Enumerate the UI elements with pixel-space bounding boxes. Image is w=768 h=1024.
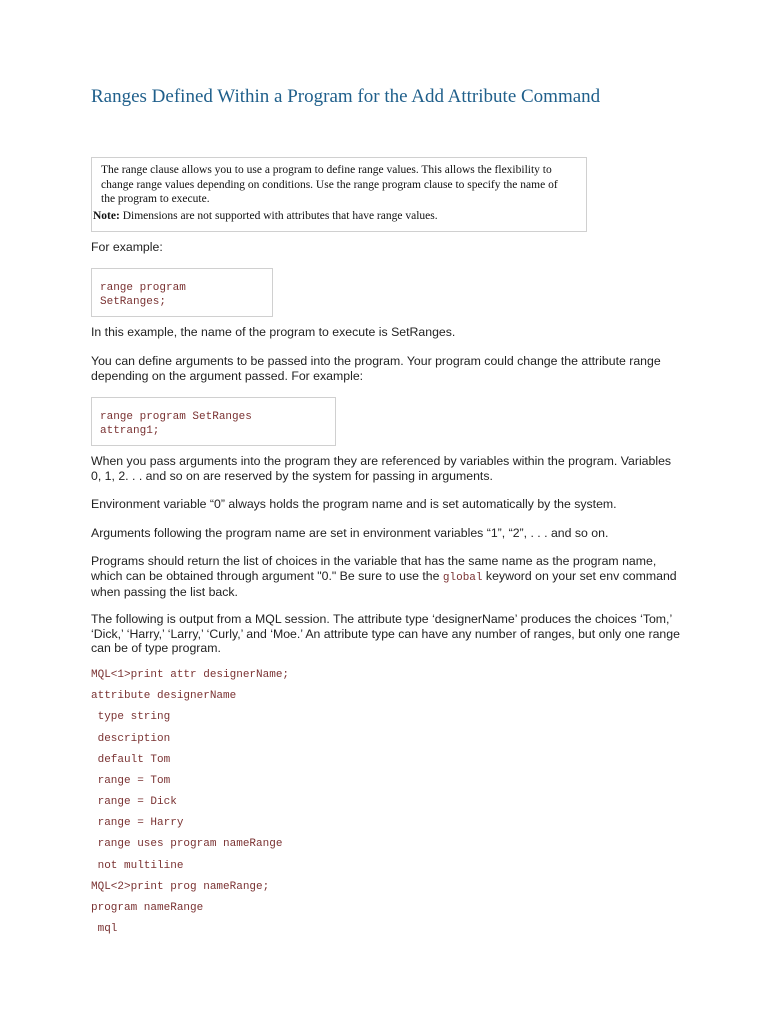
code-block-1-text: range program SetRanges; <box>100 282 186 308</box>
session-line: type string <box>91 711 171 723</box>
note-text: Dimensions are not supported with attributes that have range values. <box>119 210 438 222</box>
session-line: range = Dick <box>91 796 177 808</box>
para-output: The following is output from a MQL session. The attribute type ‘designerName’ produces the choices ‘Tom,’ ‘Dick,’ ‘Harry,’ ‘Larry,’ ‘Curly,’ and ‘Moe.’ An attribute type can have any number of ranges, but only one range can be of type program. <box>91 612 680 655</box>
session-line: attribute designerName <box>91 690 237 702</box>
session-line: MQL<1>print attr designerName; <box>91 669 290 681</box>
code-block-2 <box>91 397 336 446</box>
code-block-1 <box>91 268 273 317</box>
note-line <box>93 209 583 224</box>
note-box <box>91 157 587 232</box>
para-args-following: Arguments following the program name are set in environment variables “1”, “2”, . . . and so on. <box>91 526 609 540</box>
session-line: not multiline <box>91 860 184 872</box>
para-programs-return-text-1: Programs should return the list of choices in the variable that has the same name as the program name, which can be obtained through argument "0." Be sure to use the <box>91 554 657 583</box>
session-line: program nameRange <box>91 902 204 914</box>
session-line: MQL<2>print prog nameRange; <box>91 881 270 893</box>
session-line: range = Harry <box>91 817 184 829</box>
session-line: default Tom <box>91 754 171 766</box>
session-line: description <box>91 733 171 745</box>
session-line: range = Tom <box>91 775 171 787</box>
code-block-2-text: range program SetRanges attrang1; <box>100 411 252 437</box>
note-body: The range clause allows you to use a program to define range values. This allows the flexibility to change range values depending on conditions. Use the range program clause to specify the name of the program to execute. <box>101 164 558 205</box>
session-line: range uses program nameRange <box>91 838 283 850</box>
page-title: Ranges Defined Within a Program for the Add Attribute Command <box>91 86 601 107</box>
session-line: mql <box>91 923 118 935</box>
para-programs-return <box>91 554 681 600</box>
para-define-args: You can define arguments to be passed into the program. Your program could change the attribute range depending on the argument passed. For example: <box>91 354 661 383</box>
global-keyword: global <box>442 571 483 584</box>
para-env-var: Environment variable “0” always holds the program name and is set automatically by the system. <box>91 497 617 511</box>
note-label: Note: <box>93 210 120 222</box>
para-for-example: For example: <box>91 240 163 254</box>
para-programs-return-text-2: keyword on your set env command when passing the list back. <box>91 568 677 599</box>
para-in-example: In this example, the name of the program to execute is SetRanges. <box>91 325 456 339</box>
para-when-pass: When you pass arguments into the program they are referenced by variables within the program. Variables 0, 1, 2. . . and so on are reserved by the system for passing in arguments. <box>91 454 672 483</box>
